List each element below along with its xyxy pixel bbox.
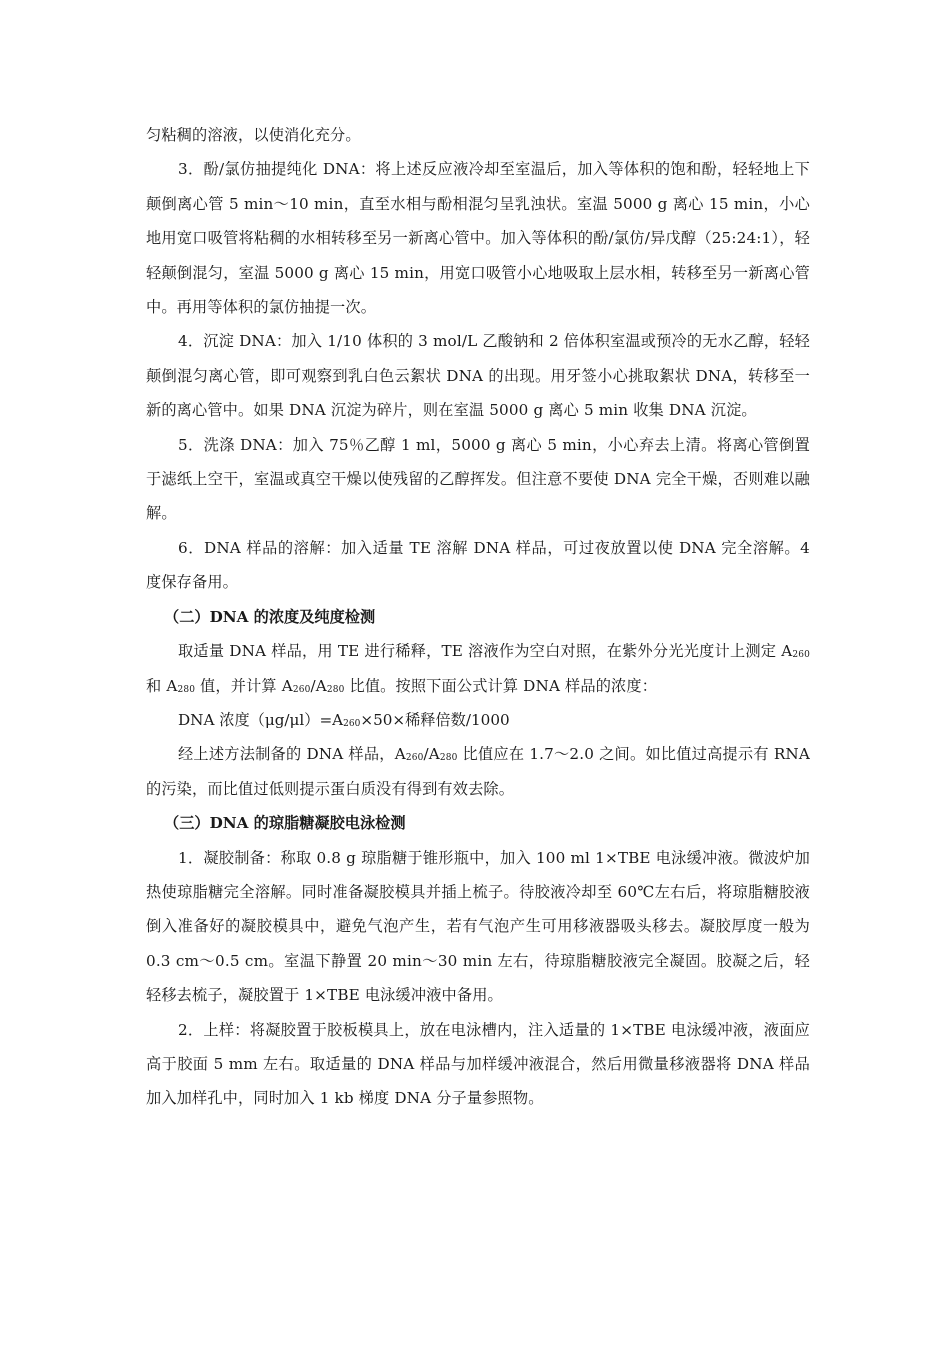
section-heading-concentration-purity: （二）DNA 的浓度及纯度检测 — [164, 607, 376, 626]
paragraph-sample-loading: 2．上样：将凝胶置于胶板模具上，放在电泳槽内，注入适量的 1×TBE 电泳缓冲液，液面应高于胶面 5 mm 左右。取适量的 DNA 样品与加样缓冲液混合，然后用微量移液器将 DNA 样品加入加样孔中，同时加入 1 kb 梯度 DNA 分子量参照物。 — [146, 1020, 810, 1108]
paragraph-gel-preparation: 1．凝胶制备：称取 0.8 g 琼脂糖于锥形瓶中，加入 100 ml 1×TBE 电泳缓冲液。微波炉加热使琼脂糖完全溶解。同时准备凝胶模具并插上梳子。待胶液冷却至 60℃左右后，将琼脂糖胶液倒入准备好的凝胶模具中，避免气泡产生，若有气泡产生可用移液器吸头移去。凝胶厚度一般为 0.3 cm～0.5 cm。室温下静置 20 min～30 min 左右，待琼脂糖胶液完全凝固。胶凝之后，轻轻移去梳子，凝胶置于 1×TBE 电泳缓冲液中备用。 — [146, 848, 810, 1005]
formula-dna-concentration: DNA 浓度$(\mu g/\mu l)=A_{260}\times 50\times$稀释倍数/1000 — [178, 710, 510, 729]
document-body — [146, 118, 810, 1116]
paragraph-step-5-dna-washing: 5．洗涤 DNA：加入 75％乙醇 1 ml，5000 g 离心 5 min，小心弃去上清。将离心管倒置于滤纸上空干，室温或真空干燥以使残留的乙醇挥发。但注意不要使 DNA 完全干燥，否则难以融解。 — [146, 435, 810, 523]
paragraph-continuation: 匀粘稠的溶液，以使消化充分。 — [146, 126, 361, 144]
paragraph-ratio-interpretation: 经上述方法制备的 DNA 样品，$A_{260}/A_{280}$ 比值应在 1.7～2.0 之间。如比值过高提示有 RNA 的污染，而比值过低则提示蛋白质没有得到有效去除。 — [146, 745, 810, 798]
paragraph-absorbance-measurement: 取适量 DNA 样品，用 TE 进行稀释，TE 溶液作为空白对照，在紫外分光光度计上测定 $A_{260}$ 和 $A_{280}$ 值，并计算 $A_{260}/A_{280}$ 比值。按照下面公式计算 DNA 样品的浓度： — [146, 642, 810, 695]
paragraph-step-4-dna-precipitation: 4．沉淀 DNA：加入 1/10 体积的 3 mol/L 乙酸钠和 2 倍体积室温或预冷的无水乙醇，轻轻颠倒混匀离心管，即可观察到乳白色云絮状 DNA 的出现。用牙签小心挑取絮状 DNA，转移至一新的离心管中。如果 DNA 沉淀为碎片，则在室温 5000 g 离心 5 min 收集 DNA 沉淀。 — [146, 332, 810, 420]
section-heading-gel-electrophoresis: （三）DNA 的琼脂糖凝胶电泳检测 — [164, 814, 406, 833]
paragraph-step-6-dna-dissolving: 6．DNA 样品的溶解：加入适量 TE 溶解 DNA 样品，可过夜放置以使 DNA 完全溶解。4 度保存备用。 — [146, 538, 810, 592]
paragraph-step-3-phenol-extraction: 3．酚/氯仿抽提纯化 DNA：将上述反应液冷却至室温后，加入等体积的饱和酚，轻轻地上下颠倒离心管 5 min～10 min，直至水相与酚相混匀呈乳浊状。室温 5000 g 离心 15 min，小心地用宽口吸管将粘稠的水相转移至另一新离心管中。加入等体积的酚/氯仿/异戊醇（25:24:1），轻轻颠倒混匀，室温 5000 g 离心 15 min，用宽口吸管小心地吸取上层水相，转移至另一新离心管中。再用等体积的氯仿抽提一次。 — [146, 160, 810, 317]
